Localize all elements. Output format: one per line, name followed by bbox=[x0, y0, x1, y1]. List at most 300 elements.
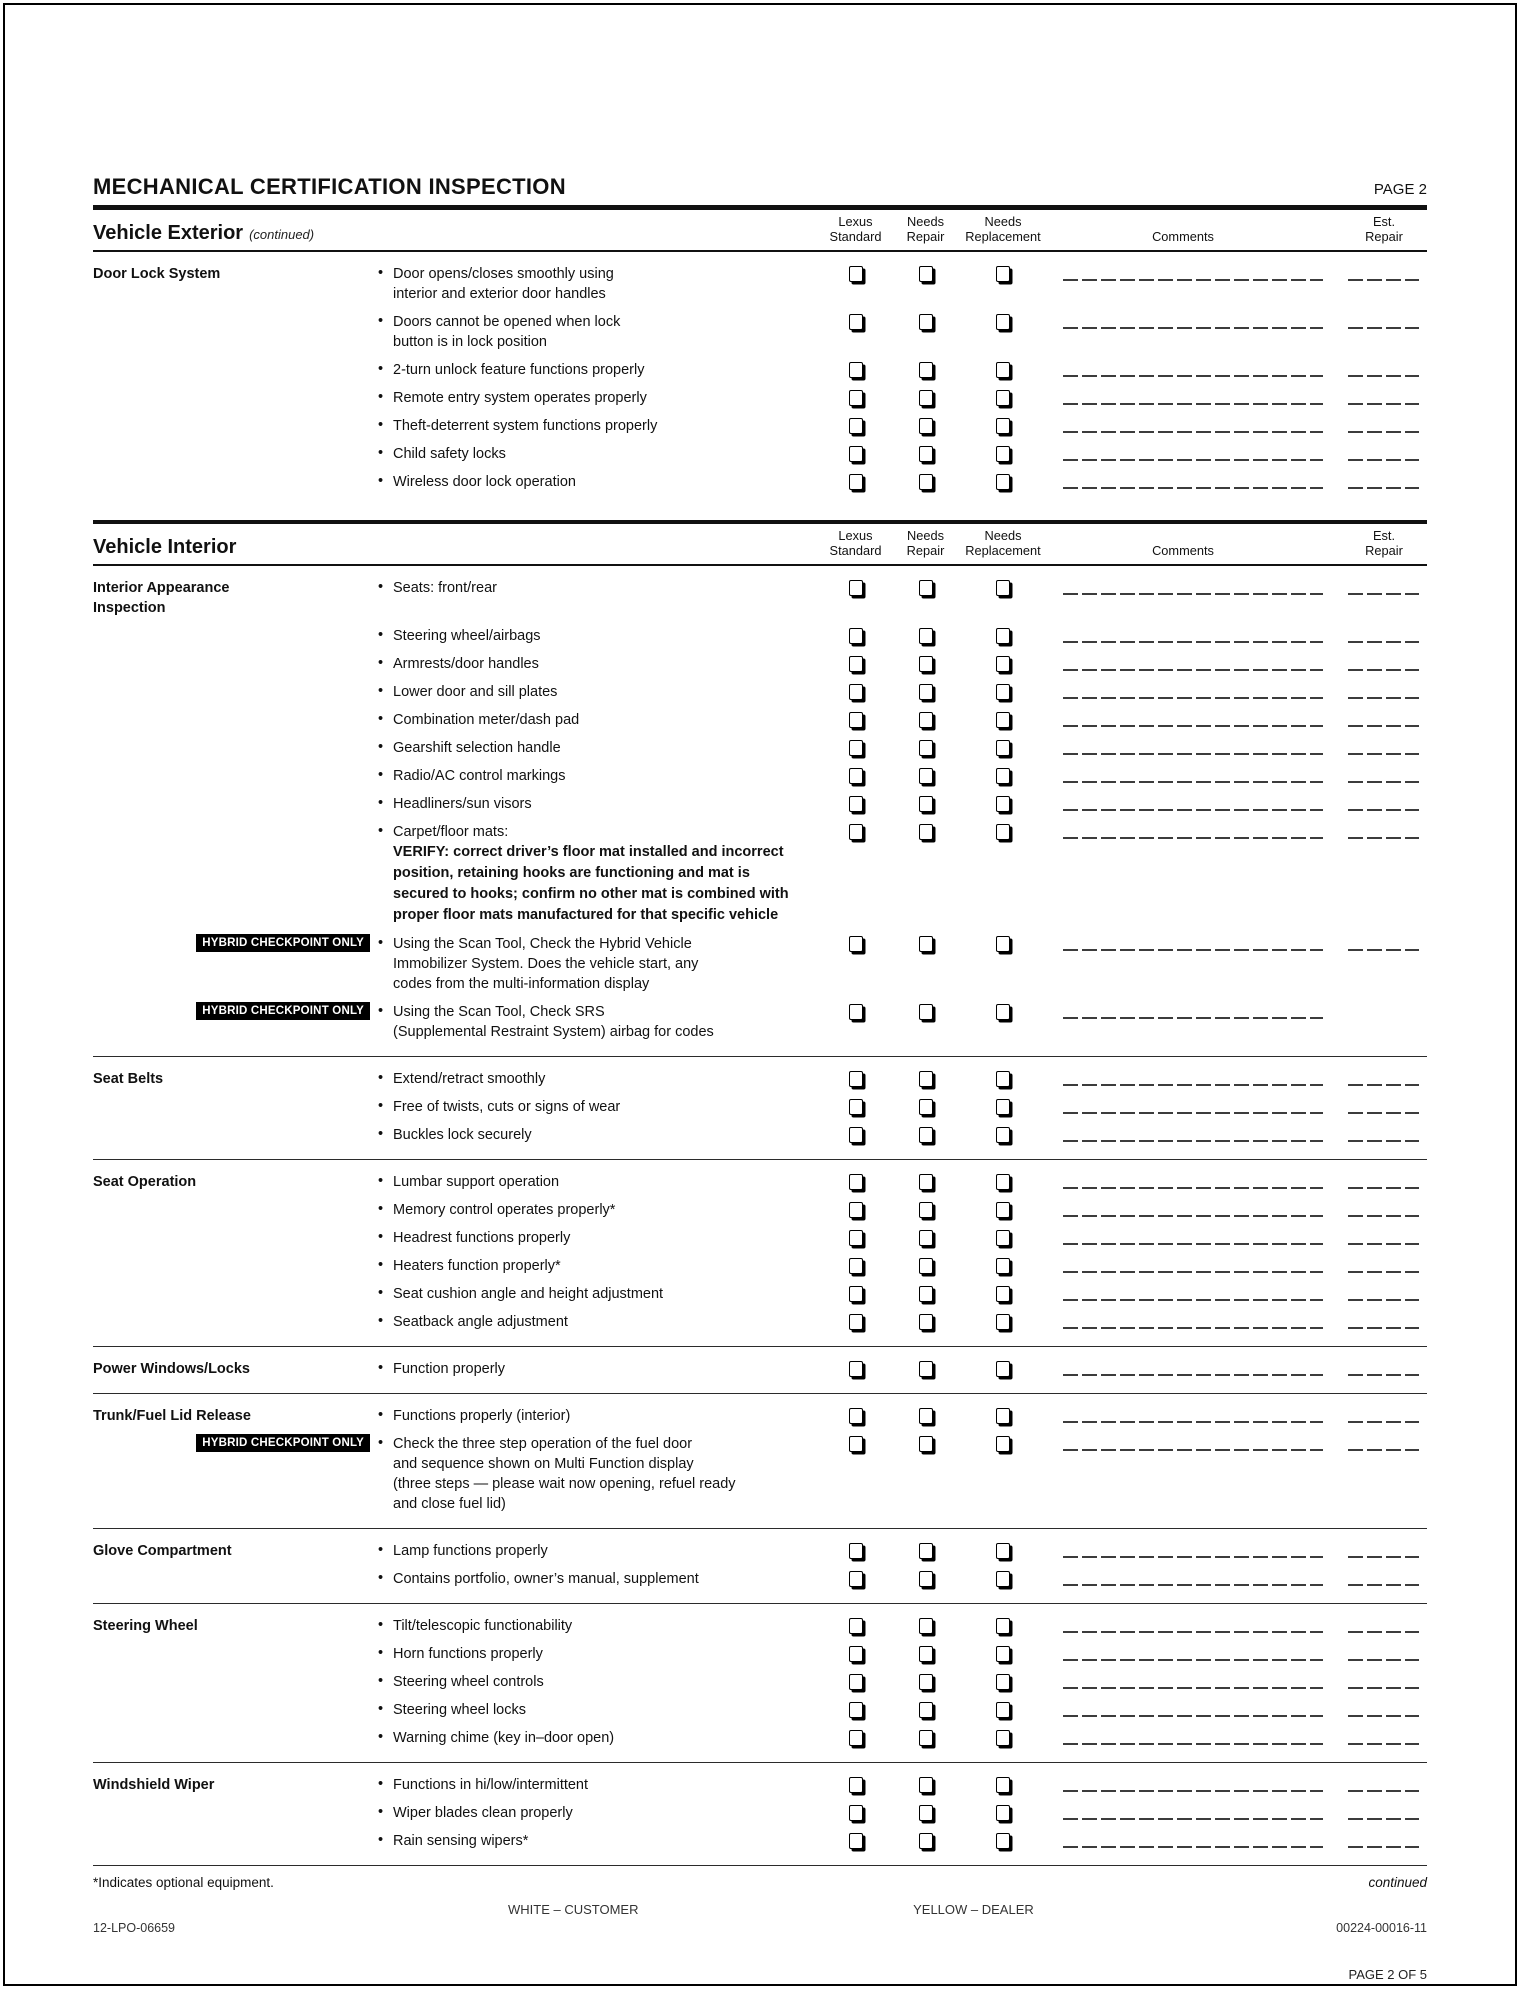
lexus-standard-checkbox[interactable] bbox=[849, 824, 863, 840]
bullet-icon: • bbox=[378, 1617, 384, 1633]
needs-repair-checkbox[interactable] bbox=[919, 936, 933, 952]
needs-replacement-checkbox[interactable] bbox=[996, 1230, 1010, 1246]
est-repair-line[interactable] bbox=[1348, 1112, 1419, 1114]
comments-line[interactable] bbox=[1063, 1631, 1323, 1633]
needs-repair-checkbox[interactable] bbox=[919, 1230, 933, 1246]
lexus-standard-checkbox[interactable] bbox=[849, 1071, 863, 1087]
needs-replacement-checkbox[interactable] bbox=[996, 1543, 1010, 1559]
comments-cell bbox=[1043, 1359, 1323, 1376]
needs-repair-checkbox[interactable] bbox=[919, 1361, 933, 1377]
comments-cell bbox=[1043, 1434, 1323, 1451]
needs-replacement-checkbox[interactable] bbox=[996, 474, 1010, 490]
lexus-standard-cell bbox=[823, 1125, 888, 1143]
comments-line[interactable] bbox=[1063, 837, 1323, 839]
needs-repair-checkbox[interactable] bbox=[919, 314, 933, 330]
needs-replacement-checkbox[interactable] bbox=[996, 1202, 1010, 1218]
comments-line[interactable] bbox=[1063, 375, 1323, 377]
comments-line[interactable] bbox=[1063, 753, 1323, 755]
needs-replacement-checkbox[interactable] bbox=[996, 1071, 1010, 1087]
est-repair-line[interactable] bbox=[1348, 1715, 1419, 1717]
comments-line[interactable] bbox=[1063, 1659, 1323, 1661]
comments-line[interactable] bbox=[1063, 487, 1323, 489]
needs-replacement-cell bbox=[963, 1097, 1043, 1115]
est-repair-cell bbox=[1323, 1284, 1427, 1301]
lexus-standard-cell bbox=[823, 766, 888, 784]
est-repair-line[interactable] bbox=[1348, 1271, 1419, 1273]
est-repair-line[interactable] bbox=[1348, 487, 1419, 489]
est-repair-line[interactable] bbox=[1348, 1846, 1419, 1848]
needs-repair-checkbox[interactable] bbox=[919, 1730, 933, 1746]
lexus-standard-checkbox[interactable] bbox=[849, 1777, 863, 1793]
needs-repair-checkbox[interactable] bbox=[919, 418, 933, 434]
item-text: Extend/retract smoothly bbox=[393, 1071, 546, 1087]
lexus-standard-checkbox[interactable] bbox=[849, 362, 863, 378]
inspection-row bbox=[93, 472, 1427, 492]
checkpoint-item bbox=[378, 1312, 823, 1332]
est-repair-cell bbox=[1323, 1672, 1427, 1689]
lexus-standard-checkbox[interactable] bbox=[849, 684, 863, 700]
comments-line[interactable] bbox=[1063, 1790, 1323, 1792]
needs-repair-checkbox[interactable] bbox=[919, 1202, 933, 1218]
needs-replacement-checkbox[interactable] bbox=[996, 1286, 1010, 1302]
comments-line[interactable] bbox=[1063, 327, 1323, 329]
needs-repair-checkbox[interactable] bbox=[919, 1833, 933, 1849]
comments-line[interactable] bbox=[1063, 593, 1323, 595]
est-repair-line[interactable] bbox=[1348, 1421, 1419, 1423]
needs-replacement-checkbox[interactable] bbox=[996, 418, 1010, 434]
bullet-icon: • bbox=[378, 1729, 384, 1745]
lexus-standard-checkbox[interactable] bbox=[849, 1646, 863, 1662]
needs-replacement-checkbox[interactable] bbox=[996, 1004, 1010, 1020]
est-repair-line[interactable] bbox=[1348, 459, 1419, 461]
needs-repair-checkbox[interactable] bbox=[919, 266, 933, 282]
needs-replacement-checkbox[interactable] bbox=[996, 1833, 1010, 1849]
bullet-icon: • bbox=[378, 1360, 384, 1376]
checkpoint-item bbox=[378, 1200, 823, 1220]
comments-line[interactable] bbox=[1063, 1687, 1323, 1689]
est-repair-line[interactable] bbox=[1348, 753, 1419, 755]
comments-line[interactable] bbox=[1063, 459, 1323, 461]
lexus-standard-checkbox[interactable] bbox=[849, 1314, 863, 1330]
lexus-standard-checkbox[interactable] bbox=[849, 390, 863, 406]
lexus-standard-checkbox[interactable] bbox=[849, 1674, 863, 1690]
lexus-standard-checkbox[interactable] bbox=[849, 580, 863, 596]
comments-line[interactable] bbox=[1063, 1374, 1323, 1376]
lexus-standard-checkbox[interactable] bbox=[849, 1833, 863, 1849]
comments-line[interactable] bbox=[1063, 1556, 1323, 1558]
bullet-icon: • bbox=[378, 627, 384, 643]
needs-repair-checkbox[interactable] bbox=[919, 1286, 933, 1302]
needs-replacement-checkbox[interactable] bbox=[996, 1674, 1010, 1690]
needs-repair-checkbox[interactable] bbox=[919, 390, 933, 406]
comments-line[interactable] bbox=[1063, 1818, 1323, 1820]
group-label: Windshield Wiper bbox=[93, 1777, 215, 1793]
inspection-row bbox=[93, 1359, 1427, 1379]
est-repair-line[interactable] bbox=[1348, 1215, 1419, 1217]
needs-repair-checkbox[interactable] bbox=[919, 684, 933, 700]
needs-replacement-checkbox[interactable] bbox=[996, 712, 1010, 728]
est-repair-cell bbox=[1323, 1434, 1427, 1451]
lexus-standard-checkbox[interactable] bbox=[849, 1202, 863, 1218]
checkpoint-item bbox=[378, 1831, 823, 1851]
inspection-row bbox=[93, 388, 1427, 408]
est-repair-line[interactable] bbox=[1348, 279, 1419, 281]
est-repair-line[interactable] bbox=[1348, 431, 1419, 433]
needs-replacement-checkbox[interactable] bbox=[996, 1408, 1010, 1424]
needs-repair-checkbox[interactable] bbox=[919, 474, 933, 490]
checkpoint-item bbox=[378, 444, 823, 464]
lexus-standard-checkbox[interactable] bbox=[849, 1436, 863, 1452]
groups-container bbox=[93, 252, 1427, 506]
est-repair-line[interactable] bbox=[1348, 809, 1419, 811]
needs-repair-checkbox[interactable] bbox=[919, 1099, 933, 1115]
lexus-standard-cell bbox=[823, 578, 888, 596]
needs-repair-checkbox[interactable] bbox=[919, 1174, 933, 1190]
needs-replacement-checkbox[interactable] bbox=[996, 824, 1010, 840]
bullet-icon: • bbox=[378, 1201, 384, 1217]
est-repair-line[interactable] bbox=[1348, 1140, 1419, 1142]
est-repair-line[interactable] bbox=[1348, 1687, 1419, 1689]
needs-replacement-cell bbox=[963, 1434, 1043, 1452]
est-repair-line[interactable] bbox=[1348, 837, 1419, 839]
checkpoint-item bbox=[378, 1284, 823, 1304]
needs-repair-checkbox[interactable] bbox=[919, 446, 933, 462]
lexus-standard-checkbox[interactable] bbox=[849, 628, 863, 644]
lexus-standard-checkbox[interactable] bbox=[849, 1230, 863, 1246]
needs-replacement-checkbox[interactable] bbox=[996, 1777, 1010, 1793]
needs-repair-cell bbox=[888, 682, 963, 700]
needs-replacement-checkbox[interactable] bbox=[996, 656, 1010, 672]
needs-replacement-checkbox[interactable] bbox=[996, 1099, 1010, 1115]
needs-repair-checkbox[interactable] bbox=[919, 1571, 933, 1587]
item-text: Functions properly (interior) bbox=[393, 1408, 571, 1424]
bullet-icon: • bbox=[378, 1285, 384, 1301]
comments-line[interactable] bbox=[1063, 1112, 1323, 1114]
comments-cell bbox=[1043, 934, 1323, 951]
lexus-standard-checkbox[interactable] bbox=[849, 418, 863, 434]
lexus-standard-checkbox[interactable] bbox=[849, 1805, 863, 1821]
needs-replacement-checkbox[interactable] bbox=[996, 1646, 1010, 1662]
checkpoint-item bbox=[378, 360, 823, 380]
lexus-standard-checkbox[interactable] bbox=[849, 768, 863, 784]
needs-repair-checkbox[interactable] bbox=[919, 796, 933, 812]
needs-repair-cell bbox=[888, 1700, 963, 1718]
est-repair-cell bbox=[1323, 710, 1427, 727]
needs-repair-checkbox[interactable] bbox=[919, 1408, 933, 1424]
needs-replacement-checkbox[interactable] bbox=[996, 580, 1010, 596]
est-repair-line[interactable] bbox=[1348, 1449, 1419, 1451]
est-repair-cell bbox=[1323, 1069, 1427, 1086]
inspection-row bbox=[93, 1700, 1427, 1720]
needs-repair-checkbox[interactable] bbox=[919, 580, 933, 596]
comments-line[interactable] bbox=[1063, 1243, 1323, 1245]
est-repair-line[interactable] bbox=[1348, 1790, 1419, 1792]
comments-line[interactable] bbox=[1063, 1084, 1323, 1086]
est-repair-line[interactable] bbox=[1348, 1243, 1419, 1245]
needs-replacement-cell bbox=[963, 1002, 1043, 1020]
est-repair-line[interactable] bbox=[1348, 949, 1419, 951]
lexus-standard-checkbox[interactable] bbox=[849, 1127, 863, 1143]
est-repair-line[interactable] bbox=[1348, 781, 1419, 783]
needs-replacement-checkbox[interactable] bbox=[996, 1361, 1010, 1377]
est-repair-cell bbox=[1323, 472, 1427, 489]
needs-replacement-checkbox[interactable] bbox=[996, 446, 1010, 462]
lexus-standard-checkbox[interactable] bbox=[849, 1730, 863, 1746]
comments-line[interactable] bbox=[1063, 1215, 1323, 1217]
needs-replacement-checkbox[interactable] bbox=[996, 362, 1010, 378]
lexus-standard-checkbox[interactable] bbox=[849, 314, 863, 330]
checkpoint-item bbox=[378, 1644, 823, 1664]
needs-replacement-checkbox[interactable] bbox=[996, 1571, 1010, 1587]
est-repair-line[interactable] bbox=[1348, 1299, 1419, 1301]
lexus-standard-checkbox[interactable] bbox=[849, 1702, 863, 1718]
needs-repair-checkbox[interactable] bbox=[919, 1805, 933, 1821]
lexus-standard-checkbox[interactable] bbox=[849, 474, 863, 490]
est-repair-line[interactable] bbox=[1348, 327, 1419, 329]
comments-cell bbox=[1043, 766, 1323, 783]
section-header bbox=[93, 210, 1427, 252]
item-text: Check the three step operation of the fuel door and sequence shown on Multi Function display (three steps — please wait now opening, refuel ready and close fuel lid) bbox=[393, 1436, 736, 1512]
item-text: Seat cushion angle and height adjustment bbox=[393, 1286, 664, 1302]
item-text: Tilt/telescopic functionability bbox=[393, 1618, 573, 1634]
bullet-icon: • bbox=[378, 767, 384, 783]
comments-line[interactable] bbox=[1063, 1271, 1323, 1273]
lexus-standard-checkbox[interactable] bbox=[849, 656, 863, 672]
lexus-standard-cell bbox=[823, 1097, 888, 1115]
inspection-row bbox=[93, 360, 1427, 380]
needs-repair-checkbox[interactable] bbox=[919, 1777, 933, 1793]
item-text: Wireless door lock operation bbox=[393, 474, 576, 490]
lexus-standard-checkbox[interactable] bbox=[849, 1004, 863, 1020]
comments-cell bbox=[1043, 1831, 1323, 1848]
needs-repair-checkbox[interactable] bbox=[919, 1618, 933, 1634]
est-repair-line[interactable] bbox=[1348, 1659, 1419, 1661]
needs-repair-cell bbox=[888, 710, 963, 728]
lexus-standard-checkbox[interactable] bbox=[849, 1361, 863, 1377]
est-repair-cell bbox=[1323, 682, 1427, 699]
est-repair-cell bbox=[1323, 1644, 1427, 1661]
needs-repair-checkbox[interactable] bbox=[919, 362, 933, 378]
inspection-row bbox=[93, 626, 1427, 646]
needs-replacement-checkbox[interactable] bbox=[996, 768, 1010, 784]
bullet-icon: • bbox=[378, 655, 384, 671]
needs-replacement-checkbox[interactable] bbox=[996, 314, 1010, 330]
est-repair-cell bbox=[1323, 1172, 1427, 1189]
checkpoint-item bbox=[378, 264, 823, 304]
inspection-row bbox=[93, 1728, 1427, 1748]
needs-replacement-checkbox[interactable] bbox=[996, 684, 1010, 700]
comments-line[interactable] bbox=[1063, 1017, 1323, 1019]
est-repair-line[interactable] bbox=[1348, 1187, 1419, 1189]
inspection-row bbox=[93, 822, 1427, 926]
section-title-wrap bbox=[93, 222, 823, 244]
comments-line[interactable] bbox=[1063, 809, 1323, 811]
needs-repair-checkbox[interactable] bbox=[919, 628, 933, 644]
needs-replacement-checkbox[interactable] bbox=[996, 266, 1010, 282]
checkpoint-item bbox=[378, 472, 823, 492]
needs-repair-checkbox[interactable] bbox=[919, 1071, 933, 1087]
needs-repair-checkbox[interactable] bbox=[919, 1674, 933, 1690]
comments-cell bbox=[1043, 1069, 1323, 1086]
lexus-standard-checkbox[interactable] bbox=[849, 1408, 863, 1424]
needs-repair-checkbox[interactable] bbox=[919, 768, 933, 784]
comments-cell bbox=[1043, 1172, 1323, 1189]
needs-replacement-checkbox[interactable] bbox=[996, 1314, 1010, 1330]
needs-replacement-checkbox[interactable] bbox=[996, 628, 1010, 644]
est-repair-line[interactable] bbox=[1348, 403, 1419, 405]
est-repair-cell bbox=[1323, 1097, 1427, 1114]
est-repair-line[interactable] bbox=[1348, 1374, 1419, 1376]
est-repair-line[interactable] bbox=[1348, 1631, 1419, 1633]
lexus-standard-checkbox[interactable] bbox=[849, 796, 863, 812]
est-repair-line[interactable] bbox=[1348, 1818, 1419, 1820]
est-repair-line[interactable] bbox=[1348, 697, 1419, 699]
inspection-row bbox=[93, 1803, 1427, 1823]
bullet-icon: • bbox=[378, 473, 384, 489]
inspection-row bbox=[93, 1569, 1427, 1589]
inspection-row bbox=[93, 1672, 1427, 1692]
lexus-standard-checkbox[interactable] bbox=[849, 712, 863, 728]
est-repair-cell bbox=[1323, 1228, 1427, 1245]
item-text: Door opens/closes smoothly using interior and exterior door handles bbox=[393, 266, 614, 302]
needs-replacement-cell bbox=[963, 1569, 1043, 1587]
needs-repair-checkbox[interactable] bbox=[919, 1258, 933, 1274]
needs-replacement-checkbox[interactable] bbox=[996, 1730, 1010, 1746]
comments-line[interactable] bbox=[1063, 403, 1323, 405]
needs-repair-checkbox[interactable] bbox=[919, 1127, 933, 1143]
inspection-row bbox=[93, 416, 1427, 436]
comments-line[interactable] bbox=[1063, 431, 1323, 433]
needs-repair-checkbox[interactable] bbox=[919, 656, 933, 672]
lexus-standard-checkbox[interactable] bbox=[849, 740, 863, 756]
lexus-standard-checkbox[interactable] bbox=[849, 266, 863, 282]
needs-repair-checkbox[interactable] bbox=[919, 740, 933, 756]
needs-replacement-checkbox[interactable] bbox=[996, 1174, 1010, 1190]
est-repair-line[interactable] bbox=[1348, 1743, 1419, 1745]
item-text: Armrests/door handles bbox=[393, 656, 539, 672]
lexus-standard-cell bbox=[823, 682, 888, 700]
comments-cell bbox=[1043, 1644, 1323, 1661]
est-repair-line[interactable] bbox=[1348, 725, 1419, 727]
est-repair-cell bbox=[1323, 444, 1427, 461]
needs-replacement-cell bbox=[963, 444, 1043, 462]
est-repair-cell bbox=[1323, 1312, 1427, 1329]
bullet-icon: • bbox=[378, 1570, 384, 1586]
needs-replacement-checkbox[interactable] bbox=[996, 1618, 1010, 1634]
inspection-row bbox=[93, 1312, 1427, 1332]
needs-replacement-checkbox[interactable] bbox=[996, 1127, 1010, 1143]
lexus-standard-checkbox[interactable] bbox=[849, 1543, 863, 1559]
item-text: Steering wheel locks bbox=[393, 1702, 526, 1718]
comments-line[interactable] bbox=[1063, 1327, 1323, 1329]
needs-repair-checkbox[interactable] bbox=[919, 712, 933, 728]
comments-line[interactable] bbox=[1063, 1715, 1323, 1717]
comments-line[interactable] bbox=[1063, 1187, 1323, 1189]
needs-replacement-checkbox[interactable] bbox=[996, 390, 1010, 406]
est-repair-line[interactable] bbox=[1348, 1084, 1419, 1086]
needs-repair-cell bbox=[888, 360, 963, 378]
inspection-row bbox=[93, 264, 1427, 304]
needs-repair-checkbox[interactable] bbox=[919, 1004, 933, 1020]
comments-line[interactable] bbox=[1063, 1743, 1323, 1745]
bullet-icon: • bbox=[378, 1673, 384, 1689]
lexus-standard-checkbox[interactable] bbox=[849, 1286, 863, 1302]
needs-repair-cell bbox=[888, 1672, 963, 1690]
needs-replacement-checkbox[interactable] bbox=[996, 1805, 1010, 1821]
needs-repair-checkbox[interactable] bbox=[919, 824, 933, 840]
comments-line[interactable] bbox=[1063, 949, 1323, 951]
comments-line[interactable] bbox=[1063, 1584, 1323, 1586]
needs-replacement-cell bbox=[963, 794, 1043, 812]
needs-repair-checkbox[interactable] bbox=[919, 1646, 933, 1662]
comments-line[interactable] bbox=[1063, 669, 1323, 671]
item-text: Functions in hi/low/intermittent bbox=[393, 1777, 589, 1793]
lexus-standard-checkbox[interactable] bbox=[849, 936, 863, 952]
column-header-comments: Comments bbox=[1152, 543, 1214, 558]
needs-replacement-checkbox[interactable] bbox=[996, 796, 1010, 812]
checkpoint-item bbox=[378, 794, 823, 814]
est-repair-line[interactable] bbox=[1348, 375, 1419, 377]
lexus-standard-checkbox[interactable] bbox=[849, 1258, 863, 1274]
comments-line[interactable] bbox=[1063, 641, 1323, 643]
comments-line[interactable] bbox=[1063, 1846, 1323, 1848]
needs-replacement-checkbox[interactable] bbox=[996, 1702, 1010, 1718]
lexus-standard-checkbox[interactable] bbox=[849, 1174, 863, 1190]
needs-replacement-checkbox[interactable] bbox=[996, 936, 1010, 952]
comments-cell bbox=[1043, 1228, 1323, 1245]
comments-line[interactable] bbox=[1063, 1140, 1323, 1142]
inspection-row bbox=[93, 1284, 1427, 1304]
comments-line[interactable] bbox=[1063, 1449, 1323, 1451]
comments-line[interactable] bbox=[1063, 279, 1323, 281]
lexus-standard-cell bbox=[823, 1069, 888, 1087]
item-text: Lamp functions properly bbox=[393, 1543, 548, 1559]
est-repair-line[interactable] bbox=[1348, 669, 1419, 671]
est-repair-cell bbox=[1323, 388, 1427, 405]
needs-replacement-checkbox[interactable] bbox=[996, 1436, 1010, 1452]
comments-line[interactable] bbox=[1063, 1421, 1323, 1423]
needs-repair-checkbox[interactable] bbox=[919, 1543, 933, 1559]
needs-replacement-cell bbox=[963, 1125, 1043, 1143]
est-repair-line[interactable] bbox=[1348, 1327, 1419, 1329]
lexus-standard-checkbox[interactable] bbox=[849, 1618, 863, 1634]
lexus-standard-checkbox[interactable] bbox=[849, 1571, 863, 1587]
est-repair-line[interactable] bbox=[1348, 593, 1419, 595]
bullet-icon: • bbox=[378, 389, 384, 405]
lexus-standard-checkbox[interactable] bbox=[849, 446, 863, 462]
comments-line[interactable] bbox=[1063, 697, 1323, 699]
lexus-standard-checkbox[interactable] bbox=[849, 1099, 863, 1115]
column-header-needs-repair: Needs Repair bbox=[906, 214, 945, 244]
comments-line[interactable] bbox=[1063, 781, 1323, 783]
needs-replacement-checkbox[interactable] bbox=[996, 740, 1010, 756]
inspection-group bbox=[93, 1056, 1427, 1159]
needs-repair-cell bbox=[888, 312, 963, 330]
comments-line[interactable] bbox=[1063, 725, 1323, 727]
needs-repair-checkbox[interactable] bbox=[919, 1314, 933, 1330]
needs-repair-cell bbox=[888, 794, 963, 812]
comments-cell bbox=[1043, 822, 1323, 839]
est-repair-line[interactable] bbox=[1348, 641, 1419, 643]
needs-replacement-checkbox[interactable] bbox=[996, 1258, 1010, 1274]
est-repair-line[interactable] bbox=[1348, 1584, 1419, 1586]
needs-repair-checkbox[interactable] bbox=[919, 1436, 933, 1452]
comments-line[interactable] bbox=[1063, 1299, 1323, 1301]
needs-repair-cell bbox=[888, 578, 963, 596]
needs-repair-checkbox[interactable] bbox=[919, 1702, 933, 1718]
est-repair-line[interactable] bbox=[1348, 1556, 1419, 1558]
bullet-icon: • bbox=[378, 1173, 384, 1189]
